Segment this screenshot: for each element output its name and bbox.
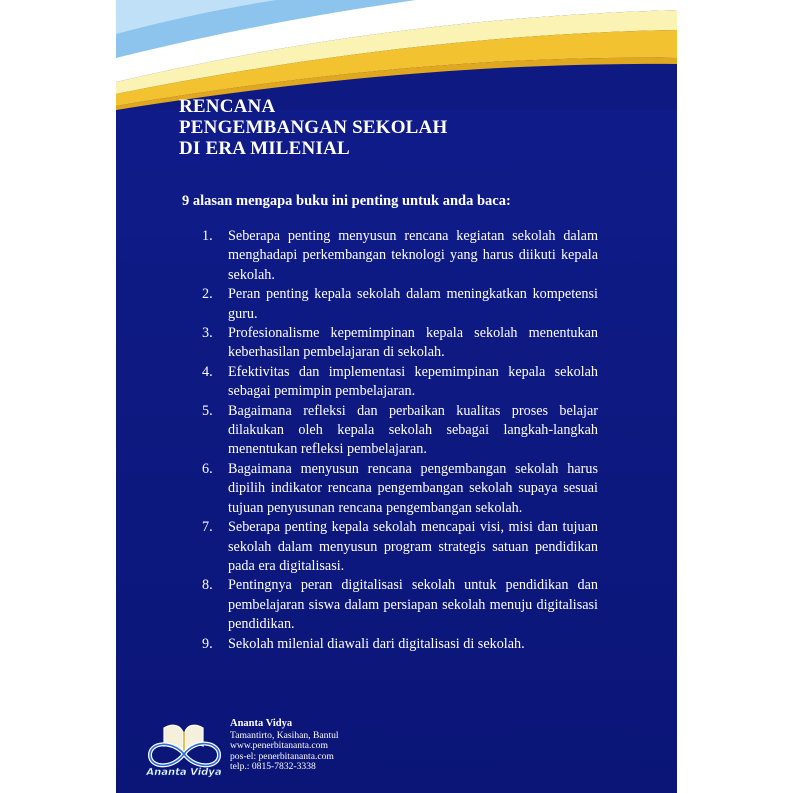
reason-number: 7.: [202, 519, 213, 536]
reason-text: Profesionalisme kepemimpinan kepala sekolah menentukan keberhasilan pembelajaran di sekolah.: [228, 325, 598, 361]
publisher-website: www.penerbitananta.com: [230, 740, 328, 752]
reason-item: [202, 285, 598, 324]
reason-item: [202, 324, 598, 363]
reason-item: [202, 227, 598, 285]
book-title-line-2: PENGEMBANGAN SEKOLAH: [179, 117, 448, 138]
reason-text: Efektivitas dan implementasi kepemimpinan kepala sekolah sebagai pemimpin pembelajaran.: [228, 363, 598, 400]
reasons-list: [202, 227, 598, 654]
reason-text: Peran penting kepala sekolah dalam meningkatkan kompetensi guru.: [228, 286, 598, 322]
reason-number: 4.: [202, 363, 213, 380]
reason-number: 6.: [202, 460, 213, 477]
publisher-address: Tamantirto, Kasihan, Bantul: [230, 729, 339, 741]
reason-item: [202, 576, 598, 634]
reason-item: [202, 460, 598, 518]
reason-number: 5.: [202, 402, 213, 419]
publisher-info: [230, 719, 339, 773]
publisher-email: pos-el: penerbitananta.com: [230, 750, 334, 762]
reason-number: 8.: [202, 577, 213, 594]
reason-item: [202, 363, 598, 402]
publisher-phone: telp.: 0815-7832-3338: [230, 761, 316, 773]
reason-item: [202, 635, 598, 654]
reason-number: 1.: [202, 228, 213, 244]
reason-text: Pentingnya peran digitalisasi sekolah untuk pendidikan dan pembelajaran siswa dalam persiapan sekolah menuju digitalisasi pendidikan.: [228, 577, 598, 633]
book-title-line-1: RENCANA: [179, 96, 276, 117]
reason-item: [202, 402, 598, 460]
decorative-swoosh-header: [116, 0, 677, 110]
reason-item: [202, 518, 598, 576]
reason-number: 9.: [202, 635, 213, 652]
reason-number: 2.: [202, 286, 213, 303]
book-back-cover: [116, 0, 677, 793]
reason-text: Bagaimana menyusun rencana pengembangan sekolah harus dipilih indikator rencana pengembangan sekolah supaya sesuai tujuan penyusunan rencana pengembangan sekolah.: [228, 460, 598, 516]
reason-text: Seberapa penting kepala sekolah mencapai visi, misi dan tujuan sekolah dalam menyusun program strategis satuan pendidikan pada era digitalisasi.: [228, 519, 598, 574]
book-title: [179, 96, 447, 159]
book-title-line-3: DI ERA MILENIAL: [179, 138, 350, 159]
reason-number: 3.: [202, 325, 213, 342]
publisher-logo-text: Ananta Vidya: [146, 767, 222, 778]
reason-text: Sekolah milenial diawali dari digitalisasi di sekolah.: [228, 635, 525, 652]
reason-text: Bagaimana refleksi dan perbaikan kualitas proses belajar dilakukan oleh kepala sekolah sebagai langkah-langkah menentukan refleksi pembelajaran.: [228, 402, 598, 458]
publisher-footer: [142, 716, 382, 786]
publisher-name: Ananta Vidya: [230, 718, 293, 729]
reasons-intro: 9 alasan mengapa buku ini penting untuk anda baca:: [182, 193, 511, 209]
publisher-logo-icon: [142, 720, 226, 778]
reason-text: Seberapa penting menyusun rencana kegiatan sekolah dalam menghadapi perkembangan teknologi yang harus diikuti kepala sekolah.: [228, 228, 598, 283]
